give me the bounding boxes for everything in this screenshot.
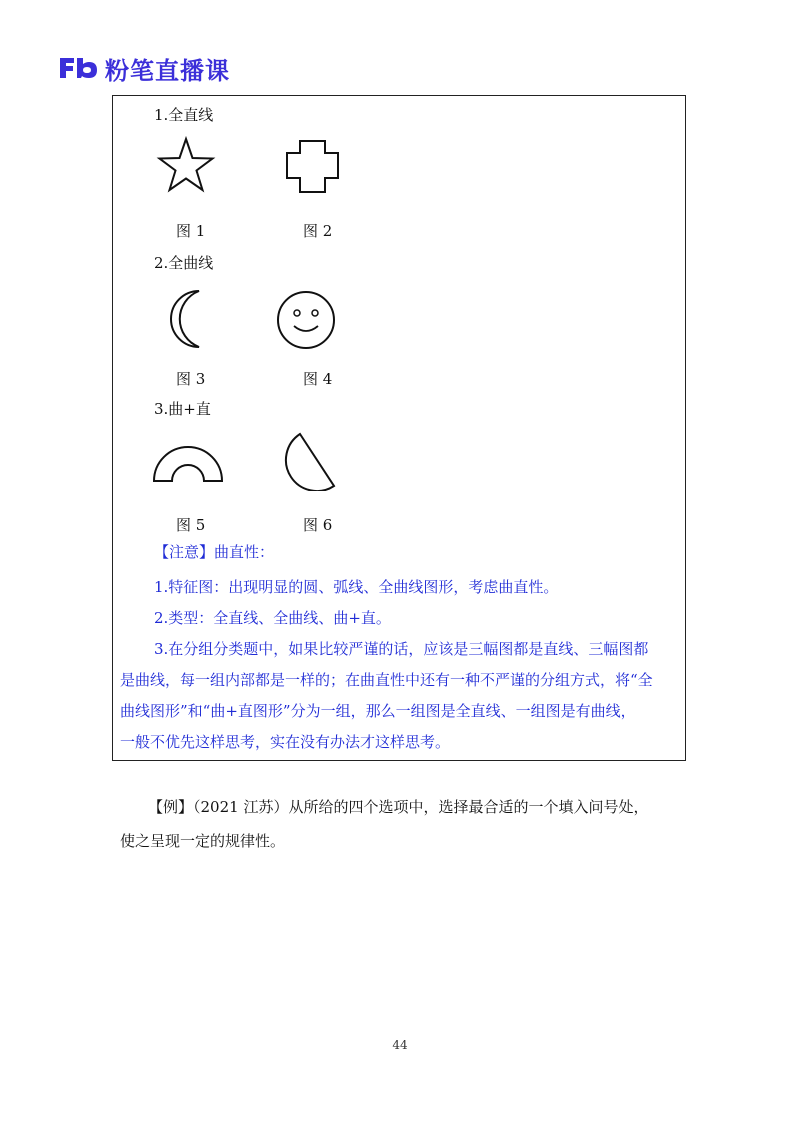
circle-segment-figure <box>282 431 342 491</box>
note-item-3-line4: 一般不优先这样思考，实在没有办法才这样思考。 <box>120 733 451 751</box>
brand-logo <box>57 52 230 84</box>
cross-figure <box>283 139 343 195</box>
note-item-1: 1.特征图：出现明显的圆、弧线、全曲线图形，考虑曲直性。 <box>154 578 559 596</box>
caption-fig2: 图 2 <box>303 222 333 240</box>
note-item-3-line1: 3.在分组分类题中，如果比较严谨的话，应该是三幅图都是直线、三幅图都 <box>154 640 649 658</box>
note-item-2: 2.类型：全直线、全曲线、曲+直。 <box>154 609 391 627</box>
caption-fig3: 图 3 <box>176 370 206 388</box>
note-item-3-line3: 曲线图形”和“曲+直图形”分为一组，那么一组图是全直线、一组图是有曲线， <box>120 702 636 720</box>
crescent-figure <box>157 288 207 350</box>
page-number: 44 <box>392 1038 408 1052</box>
fb-logo-icon <box>57 55 99 81</box>
section-title-mixed: 3.曲+直 <box>154 400 211 418</box>
arch-figure <box>150 443 226 485</box>
smiley-face-figure <box>275 289 337 351</box>
section-title-curve: 2.全曲线 <box>154 254 214 272</box>
section-title-straight: 1.全直线 <box>154 106 214 124</box>
caption-fig4: 图 4 <box>303 370 333 388</box>
caption-fig5: 图 5 <box>176 516 206 534</box>
caption-fig6: 图 6 <box>303 516 333 534</box>
brand-name: 粉笔直播课 <box>105 56 230 85</box>
example-line-2: 使之呈现一定的规律性。 <box>120 832 286 850</box>
example-line-1: 【例】（2021 江苏）从所给的四个选项中，选择最合适的一个填入问号处， <box>148 798 649 816</box>
note-title: 【注意】曲直性： <box>154 543 275 561</box>
caption-fig1: 图 1 <box>176 222 206 240</box>
star-figure <box>156 136 216 196</box>
note-item-3-line2: 是曲线，每一组内部都是一样的；在曲直性中还有一种不严谨的分组方式，将“全 <box>120 671 653 689</box>
